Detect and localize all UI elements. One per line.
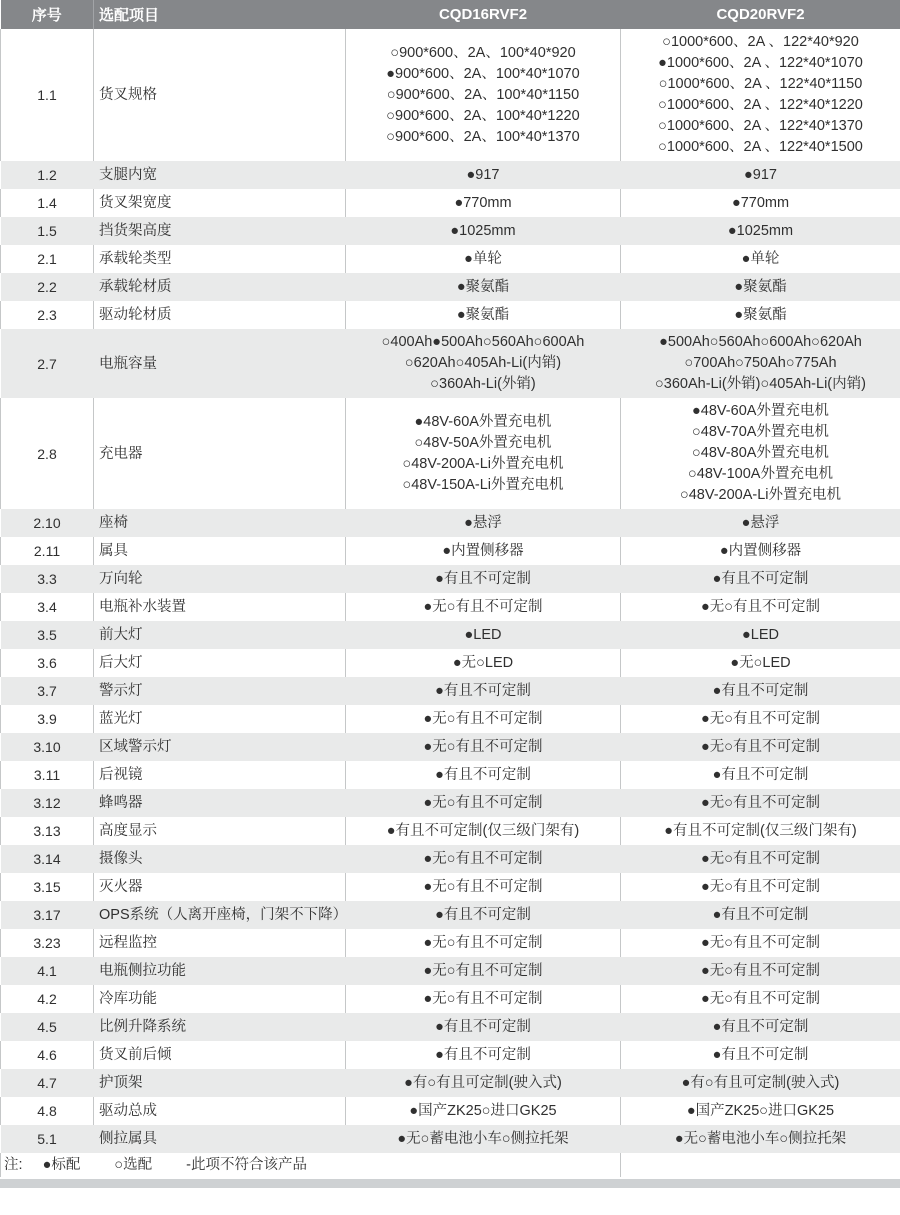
value-line: ○900*600、2A、100*40*1370 <box>386 128 580 145</box>
value-line: ○620Ah○405Ah-Li(内销) <box>404 355 562 371</box>
row-option-label: 后大灯 <box>94 649 346 677</box>
row-value-cqd16rvf2: ●悬浮 <box>346 509 621 537</box>
row-value-cqd16rvf2: ●有且不可定制 <box>346 901 621 929</box>
bottom-bar <box>0 1179 900 1188</box>
row-value-cqd16rvf2: ●有且不可定制 <box>346 565 621 593</box>
table-row <box>1 873 900 901</box>
value-line: ○900*600、2A、100*40*920 <box>390 44 576 61</box>
row-option-label: 充电器 <box>94 398 346 509</box>
table-row <box>1 537 900 565</box>
row-option-label: 电瓶容量 <box>94 329 346 398</box>
row-value-cqd16rvf2: ●917 <box>346 161 621 189</box>
table-row <box>1 621 900 649</box>
row-value-cqd16rvf2: ●无○有且不可定制 <box>346 789 621 817</box>
table-row <box>1 957 900 985</box>
row-seq: 3.17 <box>1 901 94 929</box>
table-row <box>1 29 900 161</box>
value-line: ○48V-200A-Li外置充电机 <box>679 487 842 503</box>
row-option-label: 座椅 <box>94 509 346 537</box>
value-line: ○48V-150A-Li外置充电机 <box>402 476 564 493</box>
row-value-cqd16rvf2: ●无○有且不可定制 <box>346 733 621 761</box>
value-line: ○1000*600、2A 、122*40*1370 <box>658 118 863 134</box>
row-option-label: 灭火器 <box>94 873 346 901</box>
table-row <box>1 705 900 733</box>
value-line: ●48V-60A外置充电机 <box>692 403 829 419</box>
row-seq: 1.2 <box>1 161 94 189</box>
table-row <box>1 845 900 873</box>
row-value-cqd16rvf2 <box>346 329 621 398</box>
row-value-cqd20rvf2: ●无○有且不可定制 <box>621 929 900 957</box>
row-value-cqd16rvf2 <box>346 398 621 509</box>
row-seq: 4.8 <box>1 1097 94 1125</box>
value-line: ○1000*600、2A 、122*40*1220 <box>658 97 863 113</box>
value-line: ○48V-80A外置充电机 <box>692 445 829 461</box>
row-value-cqd16rvf2: ●无○LED <box>346 649 621 677</box>
row-seq: 2.10 <box>1 509 94 537</box>
row-seq: 3.14 <box>1 845 94 873</box>
row-value-cqd20rvf2: ●单轮 <box>621 245 900 273</box>
value-line: ●1000*600、2A 、122*40*1070 <box>658 55 863 71</box>
row-option-label: 电瓶补水装置 <box>94 593 346 621</box>
table-row <box>1 509 900 537</box>
row-value-cqd16rvf2 <box>346 29 621 161</box>
header-model-cqd16rvf2: CQD16RVF2 <box>346 0 621 29</box>
row-value-cqd20rvf2: ●无○有且不可定制 <box>621 957 900 985</box>
table-row <box>1 761 900 789</box>
legend-standard: ●标配 <box>42 1157 81 1173</box>
header-model-cqd20rvf2: CQD20RVF2 <box>621 0 900 29</box>
row-option-label: 挡货架高度 <box>94 217 346 245</box>
row-seq: 2.11 <box>1 537 94 565</box>
row-seq: 3.11 <box>1 761 94 789</box>
row-seq: 3.10 <box>1 733 94 761</box>
row-value-cqd20rvf2: ●无○有且不可定制 <box>621 705 900 733</box>
row-seq: 1.1 <box>1 29 94 161</box>
row-value-cqd20rvf2: ●无○有且不可定制 <box>621 845 900 873</box>
table-row <box>1 273 900 301</box>
row-value-cqd16rvf2: ●有○有且可定制(驶入式) <box>346 1069 621 1097</box>
header-seq: 序号 <box>1 0 94 29</box>
row-value-cqd16rvf2: ●聚氨酯 <box>346 273 621 301</box>
row-value-cqd20rvf2: ●无○LED <box>621 649 900 677</box>
row-seq: 4.7 <box>1 1069 94 1097</box>
row-option-label: 属具 <box>94 537 346 565</box>
row-option-label: 货叉规格 <box>94 29 346 161</box>
row-value-cqd20rvf2: ●有○有且可定制(驶入式) <box>621 1069 900 1097</box>
table-row <box>1 1125 900 1153</box>
row-value-cqd16rvf2: ●有且不可定制 <box>346 1013 621 1041</box>
value-line: ○48V-100A外置充电机 <box>688 466 833 482</box>
table-row <box>1 329 900 398</box>
table-row <box>1 161 900 189</box>
header-option-item: 选配项目 <box>94 0 346 29</box>
table-row <box>1 817 900 845</box>
table-row <box>1 1069 900 1097</box>
row-seq: 3.3 <box>1 565 94 593</box>
row-option-label: 高度显示 <box>94 817 346 845</box>
row-value-cqd20rvf2 <box>621 398 900 509</box>
row-option-label: 承载轮类型 <box>94 245 346 273</box>
row-value-cqd16rvf2: ●无○有且不可定制 <box>346 593 621 621</box>
row-option-label: 摄像头 <box>94 845 346 873</box>
table-row <box>1 301 900 329</box>
row-seq: 1.4 <box>1 189 94 217</box>
table-row <box>1 565 900 593</box>
row-value-cqd20rvf2: ●内置侧移器 <box>621 537 900 565</box>
row-option-label: 比例升降系统 <box>94 1013 346 1041</box>
row-option-label: 远程监控 <box>94 929 346 957</box>
row-value-cqd20rvf2: ●有且不可定制 <box>621 565 900 593</box>
row-seq: 3.7 <box>1 677 94 705</box>
row-value-cqd20rvf2 <box>621 329 900 398</box>
row-value-cqd20rvf2: ●有且不可定制(仅三级门架有) <box>621 817 900 845</box>
value-line: ○48V-70A外置充电机 <box>692 424 829 440</box>
row-value-cqd20rvf2: ●无○有且不可定制 <box>621 985 900 1013</box>
row-seq: 2.2 <box>1 273 94 301</box>
row-option-label: 前大灯 <box>94 621 346 649</box>
row-value-cqd16rvf2: ●LED <box>346 621 621 649</box>
row-value-cqd20rvf2: ●悬浮 <box>621 509 900 537</box>
row-seq: 3.6 <box>1 649 94 677</box>
table-row <box>1 1097 900 1125</box>
row-seq: 2.7 <box>1 329 94 398</box>
row-option-label: 护顶架 <box>94 1069 346 1097</box>
row-value-cqd16rvf2: ●有且不可定制 <box>346 1041 621 1069</box>
table-row <box>1 189 900 217</box>
row-option-label: 万向轮 <box>94 565 346 593</box>
row-option-label: 蓝光灯 <box>94 705 346 733</box>
row-value-cqd20rvf2: ●无○有且不可定制 <box>621 593 900 621</box>
row-option-label: 警示灯 <box>94 677 346 705</box>
legend-note-row <box>1 1153 900 1177</box>
row-value-cqd20rvf2: ●LED <box>621 621 900 649</box>
row-seq: 2.1 <box>1 245 94 273</box>
value-line: ●900*600、2A、100*40*1070 <box>386 65 580 82</box>
row-value-cqd16rvf2: ●国产ZK25○进口GK25 <box>346 1097 621 1125</box>
row-seq: 4.5 <box>1 1013 94 1041</box>
row-option-label: 货叉前后倾 <box>94 1041 346 1069</box>
table-row <box>1 1013 900 1041</box>
value-line: ○48V-50A外置充电机 <box>414 434 552 451</box>
row-option-label: 驱动总成 <box>94 1097 346 1125</box>
row-option-label: 支腿内宽 <box>94 161 346 189</box>
table-body <box>1 29 900 1153</box>
row-value-cqd16rvf2: ●无○有且不可定制 <box>346 873 621 901</box>
row-value-cqd16rvf2: ●有且不可定制(仅三级门架有) <box>346 817 621 845</box>
row-value-cqd16rvf2: ●有且不可定制 <box>346 761 621 789</box>
row-value-cqd16rvf2: ●有且不可定制 <box>346 677 621 705</box>
value-line: ○400Ah●500Ah○560Ah○600Ah <box>381 334 585 350</box>
row-value-cqd16rvf2: ●无○蓄电池小车○侧拉托架 <box>346 1125 621 1153</box>
row-value-cqd16rvf2: ●无○有且不可定制 <box>346 957 621 985</box>
row-seq: 3.15 <box>1 873 94 901</box>
table-row <box>1 985 900 1013</box>
table-row <box>1 1041 900 1069</box>
row-value-cqd16rvf2: ●无○有且不可定制 <box>346 845 621 873</box>
value-line: ○1000*600、2A 、122*40*1150 <box>658 76 863 92</box>
value-line: ●48V-60A外置充电机 <box>414 413 552 430</box>
row-option-label: 承载轮材质 <box>94 273 346 301</box>
row-seq: 3.12 <box>1 789 94 817</box>
row-seq: 1.5 <box>1 217 94 245</box>
row-value-cqd20rvf2: ●无○有且不可定制 <box>621 733 900 761</box>
legend-note-empty-cell <box>621 1153 900 1177</box>
value-line: ○48V-200A-Li外置充电机 <box>402 455 564 472</box>
row-seq: 4.1 <box>1 957 94 985</box>
row-seq: 3.5 <box>1 621 94 649</box>
table-row <box>1 649 900 677</box>
row-value-cqd16rvf2: ●单轮 <box>346 245 621 273</box>
value-line: ○360Ah-Li(外销)○405Ah-Li(内销) <box>655 376 866 392</box>
table-row <box>1 593 900 621</box>
table-row <box>1 677 900 705</box>
table-row <box>1 217 900 245</box>
legend-optional: ○选配 <box>114 1157 153 1173</box>
row-seq: 4.2 <box>1 985 94 1013</box>
table-row <box>1 929 900 957</box>
table-row <box>1 901 900 929</box>
row-value-cqd20rvf2: ●有且不可定制 <box>621 761 900 789</box>
row-value-cqd20rvf2: ●国产ZK25○进口GK25 <box>621 1097 900 1125</box>
row-value-cqd16rvf2: ●1025mm <box>346 217 621 245</box>
table-row <box>1 245 900 273</box>
row-option-label: 驱动轮材质 <box>94 301 346 329</box>
row-option-label: 冷库功能 <box>94 985 346 1013</box>
row-option-label: 后视镜 <box>94 761 346 789</box>
row-seq: 3.13 <box>1 817 94 845</box>
table-row <box>1 733 900 761</box>
row-value-cqd16rvf2: ●聚氨酯 <box>346 301 621 329</box>
legend-not-applicable: -此项不符合该产品 <box>186 1157 307 1173</box>
row-value-cqd20rvf2: ●聚氨酯 <box>621 273 900 301</box>
row-seq: 2.8 <box>1 398 94 509</box>
row-value-cqd20rvf2: ●聚氨酯 <box>621 301 900 329</box>
value-line: ○700Ah○750Ah○775Ah <box>684 355 837 371</box>
row-seq: 3.9 <box>1 705 94 733</box>
row-value-cqd16rvf2: ●无○有且不可定制 <box>346 705 621 733</box>
row-value-cqd20rvf2: ●无○有且不可定制 <box>621 789 900 817</box>
note-prefix: 注: <box>4 1157 23 1173</box>
row-value-cqd20rvf2: ●有且不可定制 <box>621 1041 900 1069</box>
value-line: ○900*600、2A、100*40*1150 <box>386 86 580 103</box>
row-value-cqd20rvf2: ●770mm <box>621 189 900 217</box>
row-option-label: 货叉架宽度 <box>94 189 346 217</box>
row-value-cqd16rvf2: ●无○有且不可定制 <box>346 929 621 957</box>
row-value-cqd20rvf2: ●有且不可定制 <box>621 677 900 705</box>
value-line: ○360Ah-Li(外销) <box>430 376 536 392</box>
row-seq: 3.4 <box>1 593 94 621</box>
row-option-label: OPS系统（人离开座椅，门架不下降） <box>94 901 346 929</box>
table-row <box>1 789 900 817</box>
value-line: ○1000*600、2A 、122*40*1500 <box>658 139 863 155</box>
row-value-cqd20rvf2: ●有且不可定制 <box>621 901 900 929</box>
row-value-cqd20rvf2: ●917 <box>621 161 900 189</box>
row-value-cqd20rvf2 <box>621 29 900 161</box>
row-value-cqd16rvf2: ●无○有且不可定制 <box>346 985 621 1013</box>
row-option-label: 侧拉属具 <box>94 1125 346 1153</box>
row-option-label: 蜂鸣器 <box>94 789 346 817</box>
value-line: ○900*600、2A、100*40*1220 <box>386 107 580 124</box>
row-seq: 3.23 <box>1 929 94 957</box>
value-line: ○1000*600、2A 、122*40*920 <box>662 34 859 50</box>
table-row <box>1 398 900 509</box>
row-seq: 2.3 <box>1 301 94 329</box>
row-option-label: 区域警示灯 <box>94 733 346 761</box>
row-seq: 4.6 <box>1 1041 94 1069</box>
row-value-cqd20rvf2: ●有且不可定制 <box>621 1013 900 1041</box>
row-seq: 5.1 <box>1 1125 94 1153</box>
row-option-label: 电瓶侧拉功能 <box>94 957 346 985</box>
row-value-cqd20rvf2: ●无○有且不可定制 <box>621 873 900 901</box>
value-line: ●500Ah○560Ah○600Ah○620Ah <box>659 334 862 350</box>
table-header-row <box>1 0 900 29</box>
legend-note-cell <box>1 1153 621 1177</box>
row-value-cqd20rvf2: ●1025mm <box>621 217 900 245</box>
row-value-cqd20rvf2: ●无○蓄电池小车○侧拉托架 <box>621 1125 900 1153</box>
row-value-cqd16rvf2: ●内置侧移器 <box>346 537 621 565</box>
row-value-cqd16rvf2: ●770mm <box>346 189 621 217</box>
